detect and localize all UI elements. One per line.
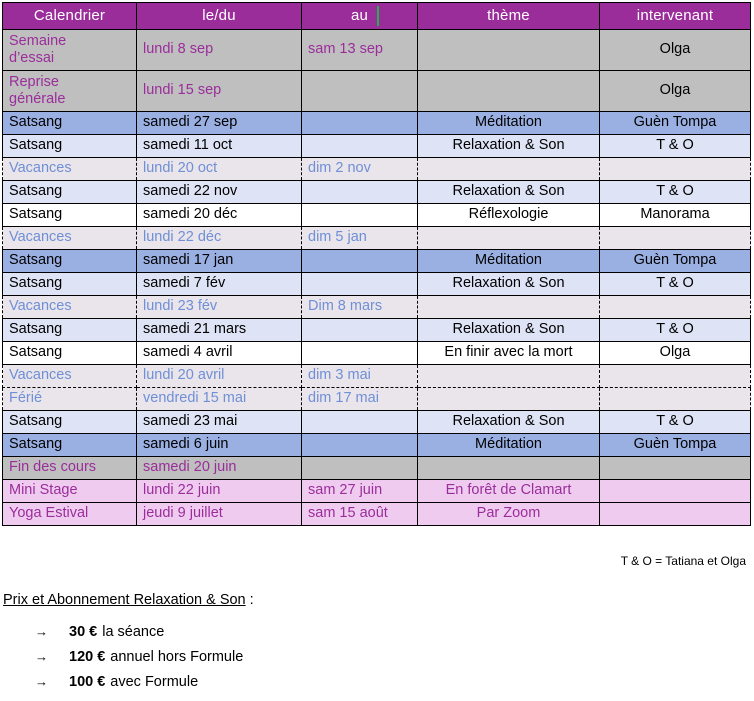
column-header-calendrier[interactable]: Calendrier (3, 3, 137, 30)
table-cell-r17-c0[interactable]: Fin des cours (3, 457, 137, 480)
table-cell-r7-c2[interactable]: dim 5 jan (302, 227, 418, 250)
table-cell-r0-c3[interactable] (418, 30, 600, 71)
table-cell-r0-c0[interactable] (3, 30, 137, 71)
table-cell-r11-c1[interactable]: samedi 21 mars (137, 319, 302, 342)
cell-line: d’essai (9, 50, 55, 66)
column-header-theme[interactable]: thème (418, 3, 600, 30)
cell-line: Reprise (9, 73, 59, 90)
table-cell-r3-c4[interactable]: T & O (600, 135, 751, 158)
table-cell-r0-c4[interactable]: Olga (600, 30, 751, 71)
table-row[interactable] (3, 135, 751, 158)
table-cell-r14-c2[interactable]: dim 17 mai (302, 388, 418, 411)
column-header-le-du[interactable]: le/du (137, 3, 302, 30)
table-cell-r11-c4[interactable]: T & O (600, 319, 751, 342)
table-cell-r17-c4[interactable] (600, 457, 751, 480)
table-cell-r15-c3[interactable]: Relaxation & Son (418, 411, 600, 434)
column-header-au-label: au (350, 7, 369, 25)
table-cell-r7-c1[interactable]: lundi 22 déc (137, 227, 302, 250)
table-cell-r6-c3[interactable]: Réflexologie (418, 204, 600, 227)
table-row[interactable] (3, 112, 751, 135)
table-cell-r9-c0[interactable]: Satsang (3, 273, 137, 296)
table-row[interactable] (3, 319, 751, 342)
table-cell-r13-c2[interactable]: dim 3 mai (302, 365, 418, 388)
table-row[interactable] (3, 181, 751, 204)
column-header-intervenant[interactable]: intervenant (600, 3, 751, 30)
table-cell-r10-c3[interactable] (418, 296, 600, 319)
table-cell-r3-c3[interactable]: Relaxation & Son (418, 135, 600, 158)
table-row[interactable] (3, 273, 751, 296)
table-cell-r10-c0[interactable]: Vacances (3, 296, 137, 319)
table-cell-r8-c2[interactable] (302, 250, 418, 273)
table-cell-r14-c4[interactable] (600, 388, 751, 411)
table-cell-r0-c2[interactable]: sam 13 sep (302, 30, 418, 71)
price-amount: 30 € (69, 624, 98, 640)
price-amount: 120 € (69, 649, 106, 665)
price-amount: 100 € (69, 674, 106, 690)
table-cell-r12-c1[interactable]: samedi 4 avril (137, 342, 302, 365)
table-cell-r19-c1[interactable]: jeudi 9 juillet (137, 503, 302, 526)
table-cell-r9-c3[interactable]: Relaxation & Son (418, 273, 600, 296)
table-cell-r16-c2[interactable] (302, 434, 418, 457)
table-cell-r12-c2[interactable] (302, 342, 418, 365)
text-cursor (377, 6, 379, 26)
arrow-icon: → (35, 674, 48, 689)
table-cell-r5-c4[interactable]: T & O (600, 181, 751, 204)
table-row[interactable] (3, 227, 751, 250)
table-cell-r16-c4[interactable]: Guèn Tompa (600, 434, 751, 457)
table-row[interactable] (3, 503, 751, 526)
table-row[interactable] (3, 71, 751, 112)
table-cell-r1-c0[interactable] (3, 71, 137, 112)
table-cell-r14-c1[interactable]: vendredi 15 mai (137, 388, 302, 411)
cell-line: Semaine (9, 32, 67, 49)
table-cell-r14-c0[interactable]: Férié (3, 388, 137, 411)
table-cell-r18-c4[interactable] (600, 480, 751, 503)
table-cell-r14-c3[interactable] (418, 388, 600, 411)
table-cell-r4-c4[interactable] (600, 158, 751, 181)
table-cell-r8-c3[interactable]: Méditation (418, 250, 600, 273)
table-cell-r2-c4[interactable]: Guèn Tompa (600, 112, 751, 135)
table-row[interactable] (3, 480, 751, 503)
table-cell-r19-c0[interactable]: Yoga Estival (3, 503, 137, 526)
price-item (35, 624, 435, 649)
table-header (3, 3, 751, 30)
table-cell-r13-c3[interactable] (418, 365, 600, 388)
table-cell-r4-c3[interactable] (418, 158, 600, 181)
table-cell-r5-c1[interactable]: samedi 22 nov (137, 181, 302, 204)
table-cell-r12-c4[interactable]: Olga (600, 342, 751, 365)
table-cell-r15-c1[interactable]: samedi 23 mai (137, 411, 302, 434)
table-cell-r18-c0[interactable]: Mini Stage (3, 480, 137, 503)
table-cell-r10-c1[interactable]: lundi 23 fév (137, 296, 302, 319)
table-cell-r10-c2[interactable]: Dim 8 mars (302, 296, 418, 319)
table-cell-r16-c3[interactable]: Méditation (418, 434, 600, 457)
table-cell-r18-c3[interactable]: En forêt de Clamart (418, 480, 600, 503)
table-row[interactable] (3, 30, 751, 71)
table-cell-r4-c1[interactable]: lundi 20 oct (137, 158, 302, 181)
table-cell-r16-c0[interactable]: Satsang (3, 434, 137, 457)
table-row[interactable] (3, 365, 751, 388)
table-cell-r3-c0[interactable]: Satsang (3, 135, 137, 158)
table-cell-r18-c2[interactable]: sam 27 juin (302, 480, 418, 503)
table-row[interactable] (3, 411, 751, 434)
table-cell-r0-c1[interactable]: lundi 8 sep (137, 30, 302, 71)
column-header-au[interactable] (302, 3, 418, 30)
footnote-legend: T & O = Tatiana et Olga (620, 554, 746, 568)
table-cell-r9-c2[interactable] (302, 273, 418, 296)
table-cell-r4-c0[interactable]: Vacances (3, 158, 137, 181)
table-body (3, 30, 751, 526)
table-cell-r19-c2[interactable]: sam 15 août (302, 503, 418, 526)
table-cell-r12-c0[interactable]: Satsang (3, 342, 137, 365)
table-row[interactable] (3, 457, 751, 480)
table-cell-r13-c4[interactable] (600, 365, 751, 388)
table-row[interactable] (3, 388, 751, 411)
price-item (35, 674, 435, 699)
price-description: avec Formule (110, 674, 199, 690)
table-cell-r2-c1[interactable]: samedi 27 sep (137, 112, 302, 135)
table-cell-r1-c4[interactable]: Olga (600, 71, 751, 112)
table-row[interactable] (3, 250, 751, 273)
table-row[interactable] (3, 434, 751, 457)
table-cell-r15-c4[interactable]: T & O (600, 411, 751, 434)
table-cell-r7-c0[interactable]: Vacances (3, 227, 137, 250)
table-cell-r6-c2[interactable] (302, 204, 418, 227)
table-cell-r17-c1[interactable]: samedi 20 juin (137, 457, 302, 480)
table-cell-r5-c3[interactable]: Relaxation & Son (418, 181, 600, 204)
table-cell-r8-c1[interactable]: samedi 17 jan (137, 250, 302, 273)
table-cell-r5-c2[interactable] (302, 181, 418, 204)
table-cell-r9-c4[interactable]: T & O (600, 273, 751, 296)
table-row[interactable] (3, 296, 751, 319)
table-cell-r12-c3[interactable]: En finir avec la mort (418, 342, 600, 365)
table-cell-r11-c0[interactable]: Satsang (3, 319, 137, 342)
table-cell-r1-c2[interactable] (302, 71, 418, 112)
table-row[interactable] (3, 342, 751, 365)
table-cell-r10-c4[interactable] (600, 296, 751, 319)
price-item (35, 649, 435, 674)
prices-title (3, 592, 254, 608)
price-list (35, 624, 435, 699)
header-row (3, 3, 751, 30)
table-cell-r4-c2[interactable]: dim 2 nov (302, 158, 418, 181)
arrow-icon: → (35, 624, 48, 639)
table-cell-r15-c2[interactable] (302, 411, 418, 434)
table-cell-r3-c2[interactable] (302, 135, 418, 158)
table-cell-r1-c1[interactable]: lundi 15 sep (137, 71, 302, 112)
prices-title-underlined: Prix et Abonnement Relaxation & Son (3, 592, 246, 608)
table-cell-r6-c0[interactable]: Satsang (3, 204, 137, 227)
table-cell-r13-c1[interactable]: lundi 20 avril (137, 365, 302, 388)
table-cell-r16-c1[interactable]: samedi 6 juin (137, 434, 302, 457)
table-cell-r3-c1[interactable]: samedi 11 oct (137, 135, 302, 158)
table-cell-r6-c1[interactable]: samedi 20 déc (137, 204, 302, 227)
price-description: annuel hors Formule (110, 649, 244, 665)
table-cell-r2-c2[interactable] (302, 112, 418, 135)
table-cell-r7-c4[interactable] (600, 227, 751, 250)
table-cell-r18-c1[interactable]: lundi 22 juin (137, 480, 302, 503)
price-description: la séance (102, 624, 165, 640)
table-cell-r19-c4[interactable] (600, 503, 751, 526)
table-cell-r9-c1[interactable]: samedi 7 fév (137, 273, 302, 296)
table-cell-r6-c4[interactable]: Manorama (600, 204, 751, 227)
table-cell-r7-c3[interactable] (418, 227, 600, 250)
table-row[interactable] (3, 158, 751, 181)
arrow-icon: → (35, 649, 48, 664)
table-cell-r13-c0[interactable]: Vacances (3, 365, 137, 388)
table-cell-r17-c3[interactable] (418, 457, 600, 480)
table-cell-r11-c2[interactable] (302, 319, 418, 342)
table-cell-r5-c0[interactable]: Satsang (3, 181, 137, 204)
table-cell-r19-c3[interactable]: Par Zoom (418, 503, 600, 526)
table-cell-r15-c0[interactable]: Satsang (3, 411, 137, 434)
table-cell-r17-c2[interactable] (302, 457, 418, 480)
table-cell-r11-c3[interactable]: Relaxation & Son (418, 319, 600, 342)
table-cell-r8-c4[interactable]: Guèn Tompa (600, 250, 751, 273)
table-cell-r8-c0[interactable]: Satsang (3, 250, 137, 273)
table-cell-r1-c3[interactable] (418, 71, 600, 112)
prices-title-suffix: : (245, 592, 254, 608)
cell-line: générale (9, 91, 66, 107)
table-row[interactable] (3, 204, 751, 227)
calendar-table (2, 2, 751, 526)
table-cell-r2-c0[interactable]: Satsang (3, 112, 137, 135)
table-cell-r2-c3[interactable]: Méditation (418, 112, 600, 135)
